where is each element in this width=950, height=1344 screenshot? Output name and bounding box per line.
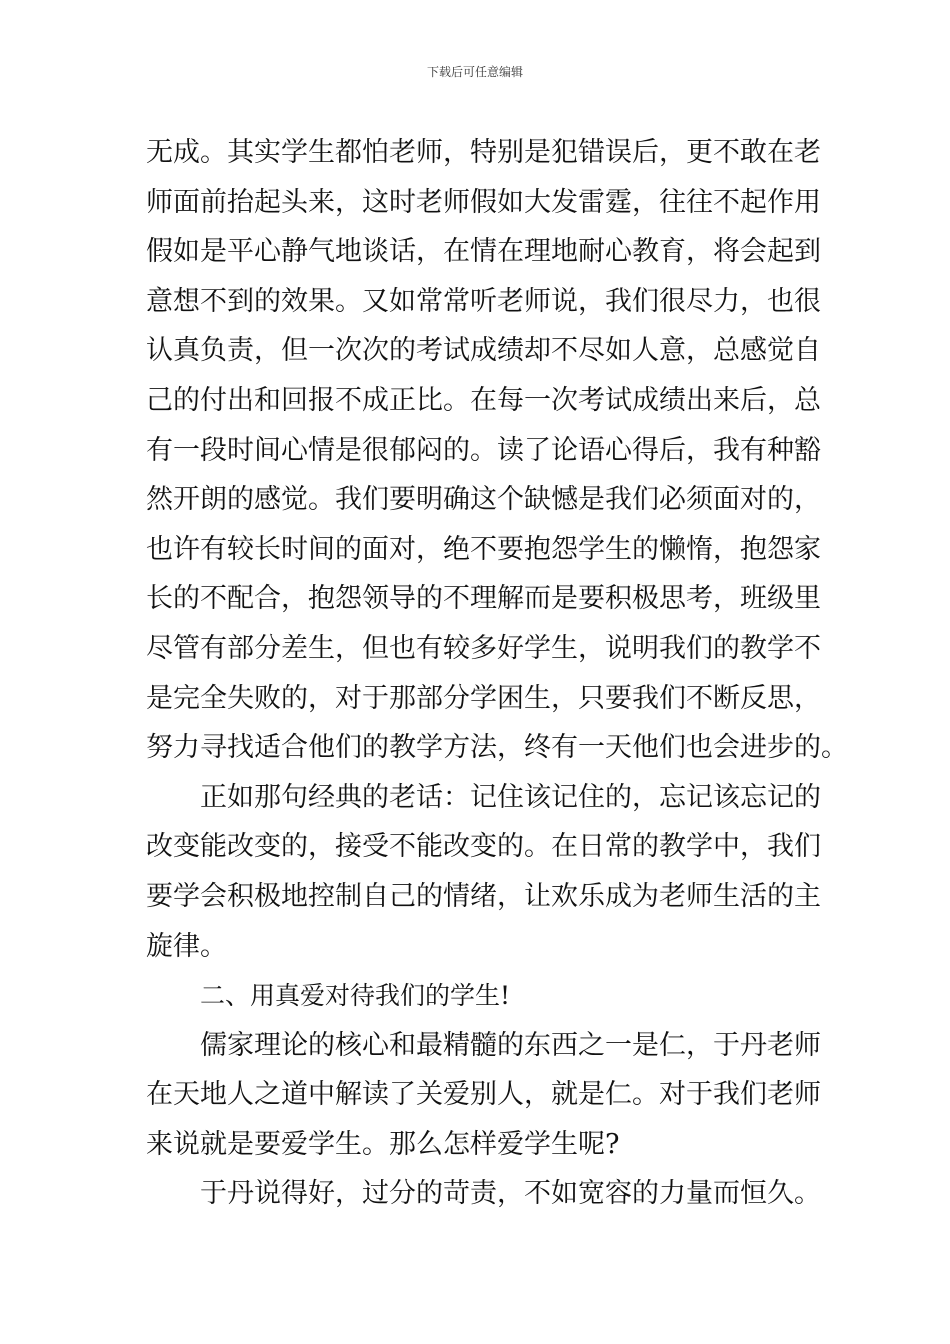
text-line: 来说就是要爱学生。那么怎样爱学生呢? (146, 1128, 620, 1160)
section-heading: 二、用真爱对待我们的学生! (200, 981, 511, 1011)
text-line: 无成。其实学生都怕老师，特别是犯错误后，更不敢在老 (146, 137, 821, 168)
paragraph-first-line: 于丹说得好，过分的苛责，不如宽容的力量而恒久。 (200, 1178, 821, 1210)
text-line: 是完全失败的，对于那部分学困生，只要我们不断反思， (146, 682, 821, 714)
text-line: 努力寻找适合他们的教学方法，终有一天他们也会进步的。 (146, 732, 848, 764)
text-line: 然开朗的感觉。我们要明确这个缺憾是我们必须面对的， (146, 484, 821, 516)
text-line: 长的不配合，抱怨领导的不理解而是要积极思考，班级里 (146, 583, 821, 615)
text-line: 在天地人之道中解读了关爱别人，就是仁。对于我们老师 (146, 1079, 821, 1111)
document-body (146, 128, 848, 1219)
text-line: 意想不到的效果。又如常常听老师说，我们很尽力，也很 (146, 285, 821, 317)
text-line: 有一段时间心情是很郁闷的。读了论语心得后，我有种豁 (146, 434, 821, 466)
text-line: 尽管有部分差生，但也有较多好学生，说明我们的教学不 (146, 632, 821, 664)
text-line: 改变能改变的，接受不能改变的。在日常的教学中，我们 (146, 831, 821, 863)
text-line: 师面前抬起头来，这时老师假如大发雷霆，往往不起作用 (146, 186, 821, 218)
paragraph-first-line: 正如那句经典的老话：记住该记住的，忘记该忘记的 (200, 781, 821, 813)
page-header: 下载后可任意编辑 (426, 65, 523, 79)
text-line: 要学会积极地控制自己的情绪，让欢乐成为老师生活的主 (146, 880, 821, 912)
text-line: 认真负责，但一次次的考试成绩却不尽如人意，总感觉自 (146, 335, 821, 367)
text-line: 旋律。 (146, 930, 227, 962)
paragraph-first-line: 儒家理论的核心和最精髓的东西之一是仁，于丹老师 (200, 1029, 821, 1061)
text-line: 己的付出和回报不成正比。在每一次考试成绩出来后，总 (146, 384, 821, 416)
text-line: 也许有较长时间的面对，绝不要抱怨学生的懒惰，抱怨家 (146, 533, 821, 565)
text-line: 假如是平心静气地谈话，在情在理地耐心教育，将会起到 (146, 236, 821, 268)
